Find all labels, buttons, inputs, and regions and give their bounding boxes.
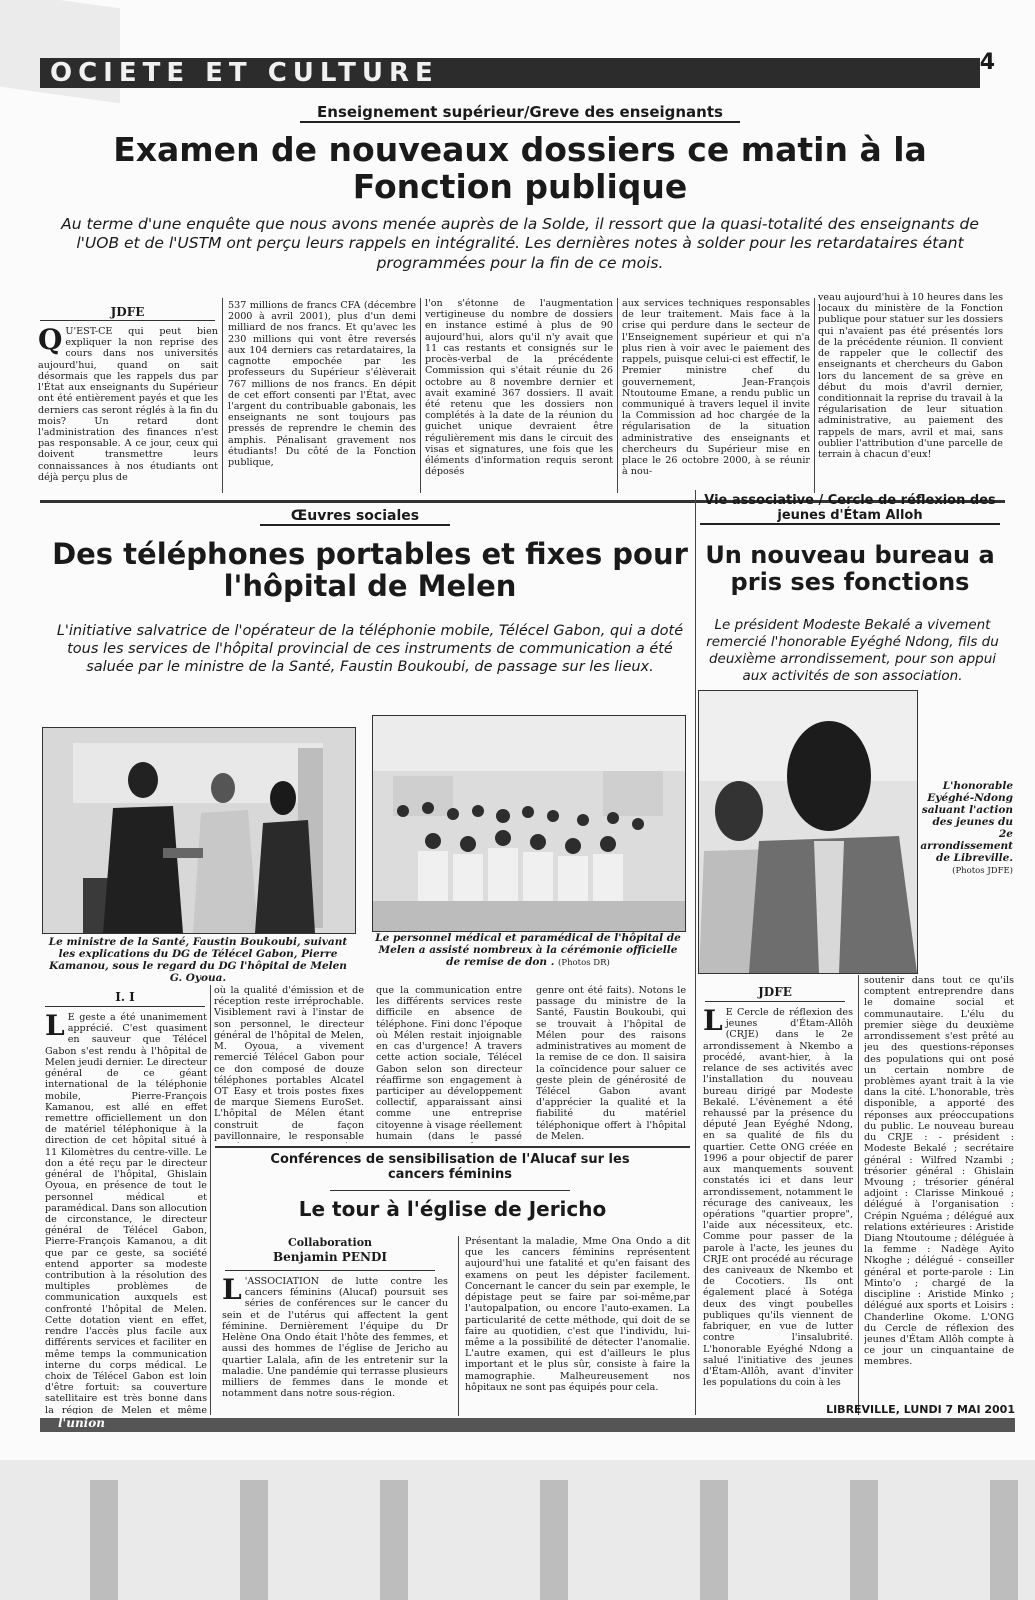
caption-text: Le personnel médical et paramédical de l'hôpital de Melen a assisté nombreux à la cérémonie officielle de remise de don .: [375, 932, 681, 969]
article1-column-1: [38, 326, 218, 498]
column-text: E geste a été unanimement apprécié. C'est quasiment en sauveur que Télécel Gabon s'est rendu à l'hôpital de Melen jeudi dernier. Le directeur général de ce géant international de la téléphonie mobile, Pierre-François Kamanou, est allé en effet remettre officiellement un don de matériel téléphonique à la direction de cet hôpital situé à 11 Kilomètres du centre-ville. Le don a été reçu par le directeur général de l'hôpital, Ghislain Oyoua, en présence de tout le personnel médical et paramédical. Dans son allocution de circonstance, le directeur général de Télécel Gabon, Pierre-François Kamanou, a dit que par ce geste, sa société entend apporter sa modeste contribution à la résolution des multiples problèmes de communication auxquels est confronté l'hôpital de Melen. Cette dotation vient en effet, rendre l'accès plus facile aux différents services et faciliter en même temps la communication interne du corps médical. Le choix de Télécel Gabon est loin d'être fortuit: sa couverture satellitaire est très bonne dans la région de Melen et même: [45, 1012, 207, 1414]
column-text: 'ASSOCIATION de lutte contre les cancers féminins (Alucaf) poursuit ses séries de conférences sur le cancer du sein et de l'utérus qui affectent la gent féminine. Dernièrement l'équipe du Dr Helène Ona Ondo était l'hôte des femmes, et aussi des hommes de l'église de Jericho au quartier Lalala, afin de les entretenir sur la maladie. Une pandémie qui terrasse plusieurs milliers de femmes dans le monde et notamment dans notre sous-région.: [222, 1276, 448, 1400]
article2-column-1: [45, 1012, 207, 1414]
kicker-underline: [330, 1190, 570, 1191]
article2-column-3: que la communication entre les différents services reste difficile en absence de téléphone. Fini donc l'époque où Mélen restait injoignable en cas d'urgence! A travers cette action sociale, Télécel Gabon selon son directeur réaffirme son engagement à participer au développement collectif, apparaissant ainsi comme une entreprise citoyenne à visage réellement humain (dans le passé: [376, 985, 522, 1142]
article4-column-1: [222, 1276, 448, 1416]
dropcap: L: [45, 1012, 65, 1042]
photo-minister-handover: [42, 727, 356, 934]
article1-column-3: l'on s'étonne de l'augmentation vertigineuse du nombre de dossiers en instance estimé à plus de 90 aujourd'hui, alors qu'il n'y avait que 11 cas restants et consignés sur le procès-verbal de la précédente Commission qui s'était réunie du 26 octobre au 8 novembre dernier et avait examiné 367 dossiers. Il avait été retenu que les dossiers non complétés à la date de la réunion du guichet unique devraient être régulièrement mis dans le circuit des visas et signatures, une fois que les éléments d'information requis seront déposés: [425, 298, 613, 478]
scan-bar: [540, 1480, 568, 1600]
column-divider: [858, 975, 859, 1415]
photo-illustration: [43, 728, 355, 933]
photo-caption-2: [372, 932, 684, 969]
article1-column-5: veau aujourd'hui à 10 heures dans les locaux du ministère de la Fonction publique pour statuer sur les dossiers qui n'avaient pas été présentés lors de la précédente réunion. Il convient de rappeler que le collectif des enseignants et chercheurs du Gabon lors du lancement de sa grève en début du mois d'avril dernier, conditionnait la reprise du travail à la régularisation de leur situation administrative, au paiement des rappels de mars, avril et mai, sans oublier l'attribution d'une parcelle de terrain à chacun d'eux!: [818, 292, 1003, 461]
photo-caption-1: Le ministre de la Santé, Faustin Boukoubi, suivant les explications du DG de Télécel Gabon, Pierre Kamanou, sous le regard du DG l'hôpital de Melen G. Oyoua.: [48, 936, 348, 985]
article4-kicker: Conférences de sensibilisation de l'Alucaf sur les cancers féminins: [270, 1152, 630, 1182]
article2-column-4: genre ont été faits). Notons le passage du ministre de la Santé, Faustin Boukoubi, qui se trouvait à l'hôpital de Mélen pour des raisons administratives au moment de la remise de ce don. Il saisira la coïncidence pour saluer ce geste plein de générosité de Télécel Gabon avant d'apprécier la qualité et la fiabilité du matériel téléphonique offert à l'hôpital de Melen.: [536, 985, 686, 1142]
byline-rule: [40, 320, 215, 321]
article1-kicker: Enseignement supérieur/Greve des enseignants: [300, 103, 740, 123]
photo-credit: (Photos DR): [558, 958, 610, 969]
photo-credit: (Photos JDFE): [952, 866, 1013, 877]
article1-column-2: 537 millions de francs CFA (décembre 2000 à avril 2001), plus d'un demi milliard de nos francs. Et qu'avec les 230 millions qui vont être reversés aux 104 derniers cas retardataires, la cagnotte empochée par les professeurs du Supérieur s'élèverait 767 millions de nos francs. En dépit de cet effort consenti par l'État, avec l'argent du contribuable gabonais, les enseignants ne sont toujours pas pressés de reprendre le chemin des amphis. Pénalisant gravement nos étudiants! Du côté de la Fonction publique,: [228, 300, 416, 469]
dropcap: Q: [38, 326, 63, 356]
article4-byline: Benjamin PENDI: [273, 1250, 387, 1264]
article4-headline: Le tour à l'église de Jericho: [298, 1197, 607, 1221]
article2-column-2: où la qualité d'émission et de réception reste irréprochable. Visiblement ravi à l'instar de son personnel, le directeur général de l'hôpital de Melen, M. Oyoua, a vivement remercié Télécel Gabon pour ce don composé de douze téléphones portables Alcatel OT Easy et trois postes fixes de marque Siemens EuroSet. L'hôpital de Mélen étant construit de façon pavillonnaire, le responsable: [214, 985, 364, 1142]
article2-headline: Des téléphones portables et fixes pour l'hôpital de Melen: [52, 537, 688, 604]
article2-deck: L'initiative salvatrice de l'opérateur de la téléphonie mobile, Télécel Gabon, qui a doté tous les services de l'hôpital provincial de ces instruments de communication a été saluée par le ministre de la Santé, Faustin Boukoubi, de passage sur les lieux.: [56, 623, 684, 676]
column-divider: [210, 985, 211, 1415]
photo-illustration: [373, 716, 685, 931]
column-text: E Cercle de réflexion des jeunes d'Étam-Allôh (CRJE) dans le 2e arrondissement à Nkembo a procédé, avant-hier, à la relance de ses activités avec l'installation du nouveau bureau dirigé par Modeste Bekalé. L'évènement a été rehaussé par la présence du député Jean Eyéghé Ndong, en sa qualité de fils du quartier. Cette ONG créée en 1996 a pour objectif de parer aux manquements souvent constatés ici et dans leur arrondissement, notamment le récurage des caniveaux, les opérations "quartier propre", l'aide aux nécessiteux, etc. Comme pour passer de la parole à l'acte, les jeunes du CRJE ont procédé au récurage des caniveaux de Nkembo et de Cocotiers. Ils ont également placé à Sotéga deux des vingt poubelles publiques qu'ils viennent de fabriquer, en vue de lutter contre l'insalubrité. L'honorable Eyéghé Ndong a salué l'initiative des jeunes d'Étam-Allôh, avant d'inviter les populations du coin à les: [703, 1007, 853, 1389]
column-divider: [420, 298, 421, 493]
article4-column-2: Présentant la maladie, Mme Ona Ondo a dit que les cancers féminins représentent aujourd'hui une fatalité et qu'en faisant des examens on peut les dépister facilement. Concernant le cancer du sein par exemple, le dépistage peut se faire par soi-même,par l'autopalpation, ou encore l'auto-examen. La particularité de cette méthode, qui doit de se faire au quotidien, c'est que l'individu, lui-même a la possibilité de détecter l'anomalie. L'autre examen, qui est d'ailleurs le plus important et le plus sûr, consiste à faire la mamographie. Malheureusement nos hôpitaux ne sont pas équipés pour cela.: [465, 1236, 690, 1393]
dateline: LIBREVILLE, LUNDI 7 MAI 2001: [826, 1403, 1015, 1416]
column-divider: [458, 1236, 459, 1416]
article1-column-4: aux services techniques responsables de leur traitement. Mais face à la crise qui perdure dans le secteur de l'Enseignement supérieur et qui n'a plus rien à voir avec le paiement des rappels, puisque celui-ci est effectif, le Premier ministre chef du gouvernement, Jean-François Ntoutoume Emane, a rendu public un communiqué à travers lequel il invite la Commission ad hoc chargée de la régularisation de la situation administrative des enseignants et chercheurs du Supérieur mise en place le 26 octobre 2000, à se réunir à nou-: [622, 298, 810, 478]
page-number: 4: [979, 50, 995, 75]
scan-bar: [240, 1480, 268, 1600]
right-column-divider: [695, 490, 696, 1415]
article4-byline-label: Collaboration: [287, 1236, 373, 1249]
dropcap: L: [703, 1007, 723, 1037]
byline-rule: [45, 1006, 205, 1007]
column-divider: [222, 298, 223, 493]
scan-background: [0, 1460, 1035, 1600]
caption-text: L'honorable Eyéghé-Ndong saluant l'action des jeunes du 2e arrondissement de Libreville.: [920, 780, 1013, 865]
inset-separator: [215, 1146, 690, 1148]
photo-caption-3: [918, 780, 1013, 877]
column-text: U'EST-CE qui peut bien expliquer la non reprise des cours dans nos universités aujourd'hui, quand on sait désormais que les rappels dus par l'État aux enseignants du Supérieur ont été entièrement payés et que les derniers cas seront réglés à la fin du mois? Un retard dont l'administration des finances n'est pas responsable. A ce jour, ceux qui doivent transmettre leurs connaissances à nos étudiants ont déjà perçu plus de: [38, 326, 218, 483]
byline-rule: [705, 1001, 845, 1002]
paper-name: l'union: [58, 1416, 105, 1430]
article3-headline: Un nouveau bureau a pris ses fonctions: [705, 541, 995, 596]
scan-bar: [700, 1480, 728, 1600]
section-title: OCIETE ET CULTURE: [50, 58, 439, 88]
photo-eyeghe-ndong: [698, 690, 918, 974]
article3-column-1: [703, 1007, 853, 1412]
column-divider: [814, 298, 815, 493]
article1-byline: JDFE: [110, 305, 145, 319]
column-divider: [617, 298, 618, 493]
dropcap: L: [222, 1276, 242, 1306]
photo-hospital-staff: [372, 715, 686, 932]
scan-bar: [90, 1480, 118, 1600]
article2-byline: I. I: [115, 990, 135, 1004]
article3-deck: Le président Modeste Bekalé a vivement remercié l'honorable Eyéghé Ndong, fils du deuxième arrondissement, pour son appui aux activités de son association.: [706, 617, 999, 684]
scan-bar: [850, 1480, 878, 1600]
article2-kicker: Œuvres sociales: [260, 508, 450, 526]
article1-headline: Examen de nouveaux dossiers ce matin à la Fonction publique: [113, 130, 927, 206]
scan-bar: [990, 1480, 1018, 1600]
article3-byline: JDFE: [758, 985, 792, 999]
article1-deck: Au terme d'une enquête que nous avons menée auprès de la Solde, il ressort que la quasi-totalité des enseignants de l'UOB et de l'USTM ont perçu leurs rappels en intégralité. Les dernières notes à solder pour les retardataires étant programmées pour la fin de ce mois.: [61, 215, 979, 272]
article3-column-2: soutenir dans tout ce qu'ils comptent entreprendre dans le domaine social et communautaire. L'élu du premier siège du deuxième arrondissement s'est prêté au jeu des questions-réponses des populations qui ont posé un certain nombre de problèmes ayant trait à la vie dans la cité. L'honorable, très disponible, a apporté des réponses aux préoccupations du public. Le nouveau bureau du CRJE : - président : Modeste Bekalé ; secrétaire général : Wilfred Nzambi ; trésorier général : Ghislain Mvoung ; trésorier général adjoint : Clarisse Minkoué ; délégué à l'organisation : Crépin Nguéma ; délégué aux relations extérieures : Aristide Diang Ntoutoume ; déléguée à la femme : Nadège Ayito Nkoghe ; délégué - conseiller général et porte-parole : Lin Minto'o ; chargé de la discipline : Aristide Minko ; délégué aux sports et Loisirs : Chanderline Okome. L'ONG du Cercle de réflexion des jeunes d'Étam Allôh compte à ce jour un cinquantaine de membres.: [864, 975, 1014, 1368]
byline-rule: [225, 1270, 435, 1271]
scan-bar: [380, 1480, 408, 1600]
photo-illustration: [699, 691, 917, 973]
footer-bar: [40, 1418, 1015, 1432]
article3-kicker: Vie associative / Cercle de réflexion des jeunes d'Étam Alloh: [700, 493, 1000, 525]
